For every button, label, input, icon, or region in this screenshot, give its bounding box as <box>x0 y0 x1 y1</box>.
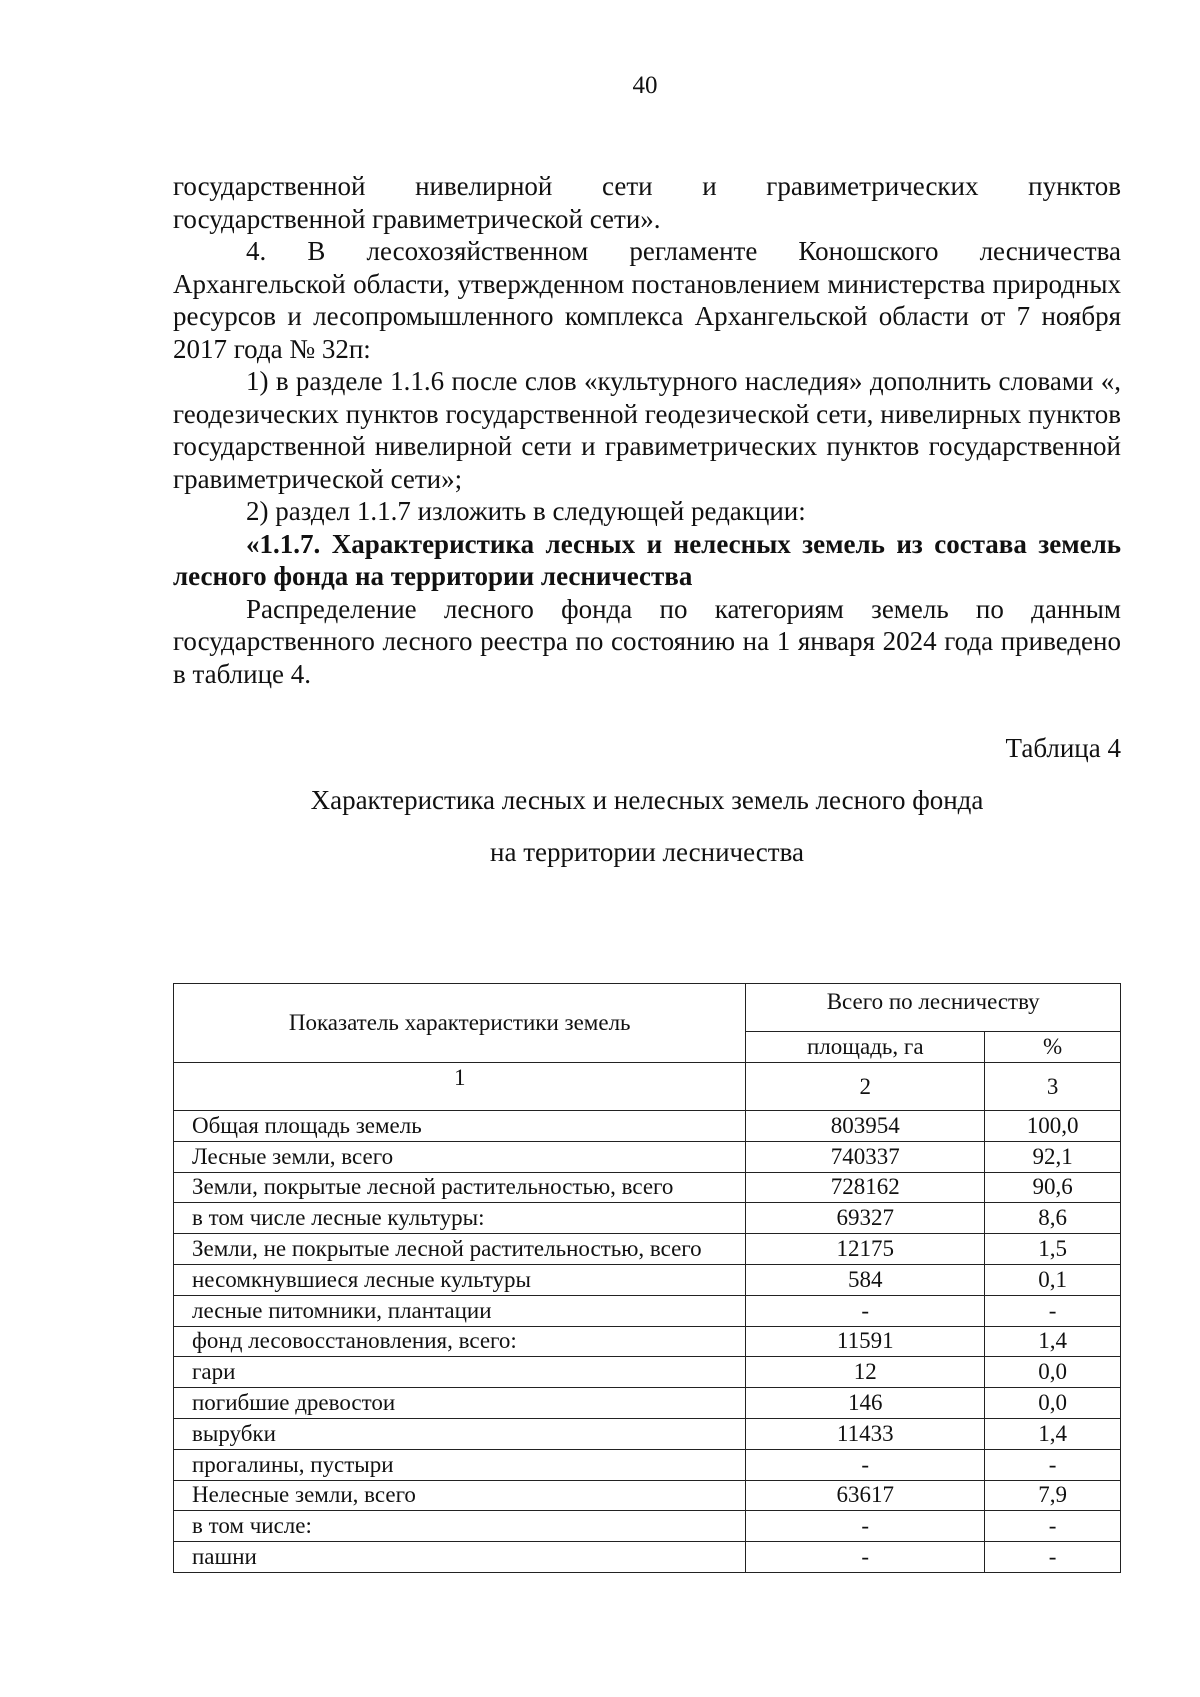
row-percent: 8,6 <box>985 1203 1121 1234</box>
table-row <box>174 1480 1121 1511</box>
page-number: 40 <box>632 72 658 99</box>
row-area: 11433 <box>746 1418 985 1449</box>
table-row <box>174 1172 1121 1203</box>
table-row <box>174 1511 1121 1542</box>
land-characteristics-table <box>173 983 1121 1573</box>
col-num-2: 2 <box>746 1063 985 1111</box>
section-heading-bold: «1.1.7. Характеристика лесных и нелесных земель из состава земель лесного фонда на территории лесничества <box>173 528 1121 591</box>
header-percent: % <box>985 1032 1121 1063</box>
table-row <box>174 1111 1121 1142</box>
row-percent: - <box>985 1511 1121 1542</box>
paragraph-2: 4. В лесохозяйственном регламенте Коношского лесничества Архангельской области, утвержденном постановлением министерства природных ресурсов и лесопромышленного комплекса Архангельской области от 7 ноября 2017 года № 32п: <box>173 236 1121 364</box>
row-percent: 0,0 <box>985 1357 1121 1388</box>
paragraph-5-section-heading <box>173 528 1121 593</box>
table-body <box>174 1111 1121 1573</box>
row-area: 728162 <box>746 1172 985 1203</box>
col-num-1: 1 <box>174 1063 746 1111</box>
paragraph-6: Распределение лесного фонда по категориям земель по данным государственного лесного реестра по состоянию на 1 января 2024 года приведено в таблице 4. <box>173 593 1121 689</box>
header-indicator: Показатель характеристики земель <box>174 984 746 1063</box>
row-area: - <box>746 1542 985 1573</box>
row-label: несомкнувшиеся лесные культуры <box>174 1264 746 1295</box>
row-percent: 7,9 <box>985 1480 1121 1511</box>
paragraph-4: 2) раздел 1.1.7 изложить в следующей редакции: <box>246 496 806 526</box>
table-row <box>174 1295 1121 1326</box>
paragraph-1-line-1: государственной нивелирной сети и гравиметрических пунктов <box>173 171 1121 201</box>
table-caption-line-2: на территории лесничества <box>490 837 804 867</box>
row-percent: 90,6 <box>985 1172 1121 1203</box>
row-area: 12175 <box>746 1234 985 1265</box>
table-label: Таблица 4 <box>1005 733 1121 763</box>
row-area: - <box>746 1511 985 1542</box>
row-percent: - <box>985 1295 1121 1326</box>
row-percent: 0,1 <box>985 1264 1121 1295</box>
table-row <box>174 1326 1121 1357</box>
row-area: 584 <box>746 1264 985 1295</box>
row-label: в том числе: <box>174 1511 746 1542</box>
header-total: Всего по лесничеству <box>746 984 1121 1032</box>
row-percent: 1,4 <box>985 1418 1121 1449</box>
row-percent: - <box>985 1542 1121 1573</box>
row-area: 63617 <box>746 1480 985 1511</box>
table-row <box>174 1141 1121 1172</box>
row-label: погибшие древостои <box>174 1388 746 1419</box>
table-row <box>174 1449 1121 1480</box>
row-percent: - <box>985 1449 1121 1480</box>
paragraph-1-line-2: государственной гравиметрической сети». <box>173 203 661 234</box>
table-caption-line-1: Характеристика лесных и нелесных земель лесного фонда <box>310 785 984 815</box>
table-row <box>174 1388 1121 1419</box>
row-percent: 0,0 <box>985 1388 1121 1419</box>
row-label: фонд лесовосстановления, всего: <box>174 1326 746 1357</box>
row-area: - <box>746 1449 985 1480</box>
body-text <box>173 170 1121 690</box>
row-label: Общая площадь земель <box>174 1111 746 1142</box>
row-percent: 92,1 <box>985 1141 1121 1172</box>
row-percent: 100,0 <box>985 1111 1121 1142</box>
row-label: вырубки <box>174 1418 746 1449</box>
row-area: - <box>746 1295 985 1326</box>
row-label: гари <box>174 1357 746 1388</box>
table-row <box>174 1264 1121 1295</box>
table-row <box>174 1542 1121 1573</box>
table-row <box>174 1418 1121 1449</box>
row-label: Лесные земли, всего <box>174 1141 746 1172</box>
row-area: 146 <box>746 1388 985 1419</box>
table-row <box>174 1203 1121 1234</box>
row-label: Нелесные земли, всего <box>174 1480 746 1511</box>
header-area: площадь, га <box>746 1032 985 1063</box>
row-label: прогалины, пустыри <box>174 1449 746 1480</box>
col-num-3: 3 <box>985 1063 1121 1111</box>
row-area: 69327 <box>746 1203 985 1234</box>
row-label: лесные питомники, плантации <box>174 1295 746 1326</box>
row-area: 803954 <box>746 1111 985 1142</box>
row-area: 11591 <box>746 1326 985 1357</box>
row-area: 12 <box>746 1357 985 1388</box>
table-row <box>174 1234 1121 1265</box>
paragraph-3: 1) в разделе 1.1.6 после слов «культурного наследия» дополнить словами «, геодезических пунктов государственной геодезической сети, нивелирных пунктов государственной нивелирной сети и гравиметрических пунктов государственной гравиметрической сети»; <box>173 366 1121 494</box>
row-label: в том числе лесные культуры: <box>174 1203 746 1234</box>
row-label: Земли, покрытые лесной растительностью, всего <box>174 1172 746 1203</box>
row-area: 740337 <box>746 1141 985 1172</box>
row-label: Земли, не покрытые лесной растительностью, всего <box>174 1234 746 1265</box>
row-percent: 1,4 <box>985 1326 1121 1357</box>
row-label: пашни <box>174 1542 746 1573</box>
row-percent: 1,5 <box>985 1234 1121 1265</box>
table-row <box>174 1357 1121 1388</box>
